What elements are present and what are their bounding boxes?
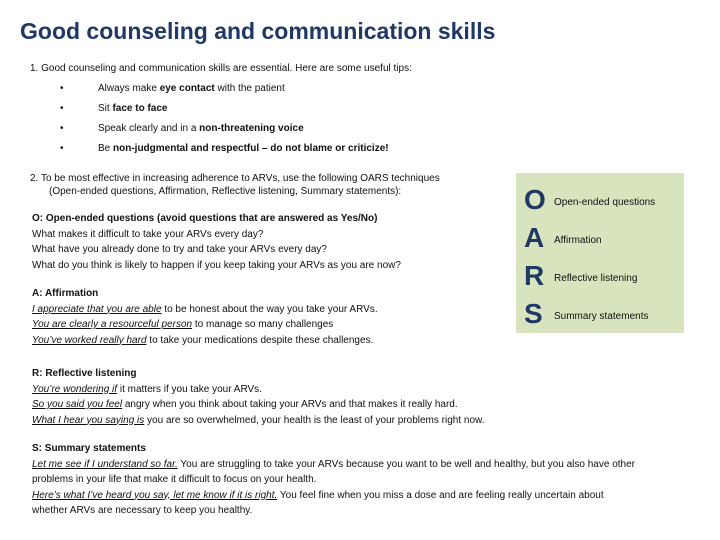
intro-paragraph: 1. Good counseling and communication skills are essential. Here are some useful tips: <box>30 63 412 74</box>
example-phrase: Let me see if I understand so far. <box>32 458 178 470</box>
tip-item <box>60 102 389 122</box>
example-line <box>32 414 484 430</box>
tip-text: Speak clearly and in a <box>98 123 200 134</box>
example-text: to be honest about the way you take your ARVs. <box>161 303 378 315</box>
example-line <box>32 334 378 350</box>
bullet-icon: • <box>60 83 64 94</box>
oars-letter: A <box>524 222 545 253</box>
example-phrase: I appreciate that you are able <box>32 303 162 315</box>
example-line: problems in your life that make it difficult to focus on your health. <box>32 474 317 485</box>
example-line <box>32 318 378 334</box>
example-text: it matters if you take your ARVs. <box>117 383 262 395</box>
example-text: You are struggling to take your ARVs because you want to be well and healthy, but you also have other <box>177 458 635 470</box>
tip-emphasis: face to face <box>112 103 168 114</box>
oars-acronym-box <box>516 173 684 333</box>
tip-item <box>60 122 389 142</box>
tip-item <box>60 82 389 102</box>
example-text: you are so overwhelmed, your health is the least of your problems right now. <box>144 414 485 426</box>
oars-word: Summary statements <box>554 311 649 322</box>
section-heading: A: Affirmation <box>32 288 99 299</box>
oars-word: Affirmation <box>554 235 602 246</box>
example-text: to take your medications despite these challenges. <box>146 334 374 346</box>
example-text: to manage so many challenges <box>192 319 334 330</box>
tip-text: Always make <box>98 83 160 94</box>
oars-intro <box>30 172 440 198</box>
example-line: whether ARVs are necessary to keep you healthy. <box>32 505 253 516</box>
example-text: angry when you think about taking your ARVs and that makes it really hard. <box>122 399 458 410</box>
example-line <box>32 303 378 319</box>
section-heading: O: Open-ended questions (avoid questions that are answered as Yes/No) <box>32 213 378 224</box>
example-line: What do you think is likely to happen if you keep taking your ARVs as you are now? <box>32 259 401 271</box>
tip-emphasis: non-judgmental and respectful – do not blame or criticize! <box>113 143 389 154</box>
tip-text: Sit <box>98 103 113 114</box>
tip-text: with the patient <box>214 83 285 94</box>
example-phrase: You’ve worked really hard <box>32 334 147 346</box>
example-phrase: You’re wondering if <box>32 383 118 395</box>
example-text: You feel fine when you miss a dose and are feeling really uncertain about <box>277 489 604 501</box>
tip-emphasis: eye contact <box>159 83 215 94</box>
example-phrase: So you said you feel <box>32 399 123 410</box>
example-phrase: Here’s what I’ve heard you say, let me know if it is right. <box>32 489 278 501</box>
example-phrase: You are clearly a resourceful person <box>32 319 193 330</box>
section-heading: S: Summary statements <box>32 443 146 454</box>
slide-title: Good counseling and communication skills <box>20 18 496 44</box>
tip-item <box>60 142 389 162</box>
example-line <box>32 458 635 474</box>
tips-list <box>60 82 389 162</box>
example-line <box>32 398 484 414</box>
example-line <box>32 383 484 399</box>
bullet-icon: • <box>60 143 64 154</box>
bullet-icon: • <box>60 123 64 134</box>
oars-word: Reflective listening <box>554 273 638 284</box>
affirmation-section <box>32 287 378 349</box>
oars-letter: S <box>524 298 543 329</box>
bullet-icon: • <box>60 103 64 114</box>
example-line: What makes it difficult to take your ARVs every day? <box>32 228 264 240</box>
section-heading: R: Reflective listening <box>32 368 137 379</box>
open-ended-section <box>32 212 401 274</box>
example-line: What have you already done to try and take your ARVs every day? <box>32 244 327 255</box>
tip-text: Be <box>98 143 114 154</box>
example-line <box>32 489 635 505</box>
tip-emphasis: non-threatening voice <box>199 123 304 134</box>
oars-word: Open-ended questions <box>554 197 656 208</box>
example-phrase: What I hear you saying is <box>32 414 145 426</box>
oars-letter: O <box>524 184 546 215</box>
oars-intro-line: 2. To be most effective in increasing adherence to ARVs, use the following OARS techniques <box>30 173 440 184</box>
reflective-section <box>32 367 484 429</box>
oars-letter: R <box>524 260 545 291</box>
oars-intro-line: (Open-ended questions, Affirmation, Reflective listening, Summary statements): <box>49 186 402 197</box>
summary-section <box>32 442 635 520</box>
